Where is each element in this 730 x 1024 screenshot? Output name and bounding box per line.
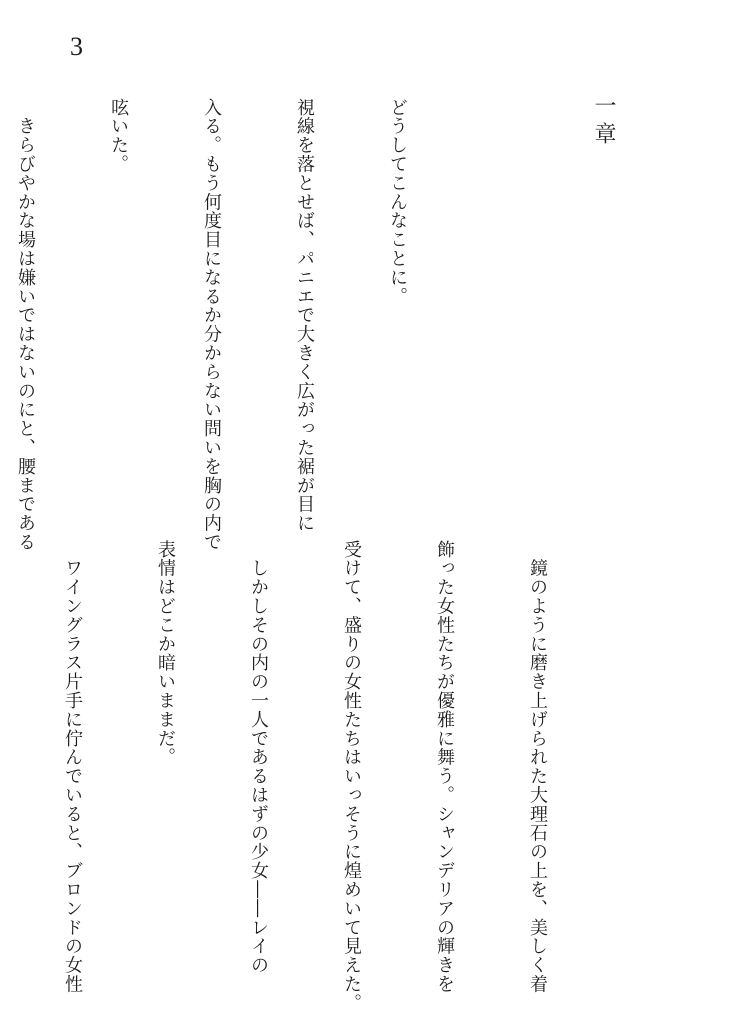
text-line: 鏡のように磨き上げられた大理石の上を、美しく着 xyxy=(527,540,548,994)
text-block-bottom xyxy=(0,540,615,1013)
text-block-top xyxy=(0,98,475,552)
text-line: どうしてこんなことに。 xyxy=(387,98,408,306)
text-line: 表情はどこか暗いままだ。 xyxy=(155,540,176,767)
text-line: ワイングラス片手に佇んでいると、ブロンドの女性 xyxy=(62,540,83,994)
text-line: 受けて、盛りの女性たちはいっそうに煌めいて見えた。 xyxy=(341,540,362,1013)
text-line: 視線を落とせば、パニエで大きく広がった裾が目に xyxy=(294,98,315,533)
text-line: しかしその内の一人であるはずの少女――レイの xyxy=(248,540,269,975)
page-number: 3 xyxy=(70,32,83,61)
text-line: 飾った女性たちが優雅に舞う。シャンデリアの輝きを xyxy=(434,540,455,994)
chapter-title: 一章 xyxy=(591,94,616,150)
text-line: 入る。もう何度目になるか分からない問いを胸の内で xyxy=(201,98,222,552)
text-line: きらびやかな場は嫌いではないのにと、腰まである xyxy=(15,98,36,552)
text-line: 呟いた。 xyxy=(108,98,129,174)
